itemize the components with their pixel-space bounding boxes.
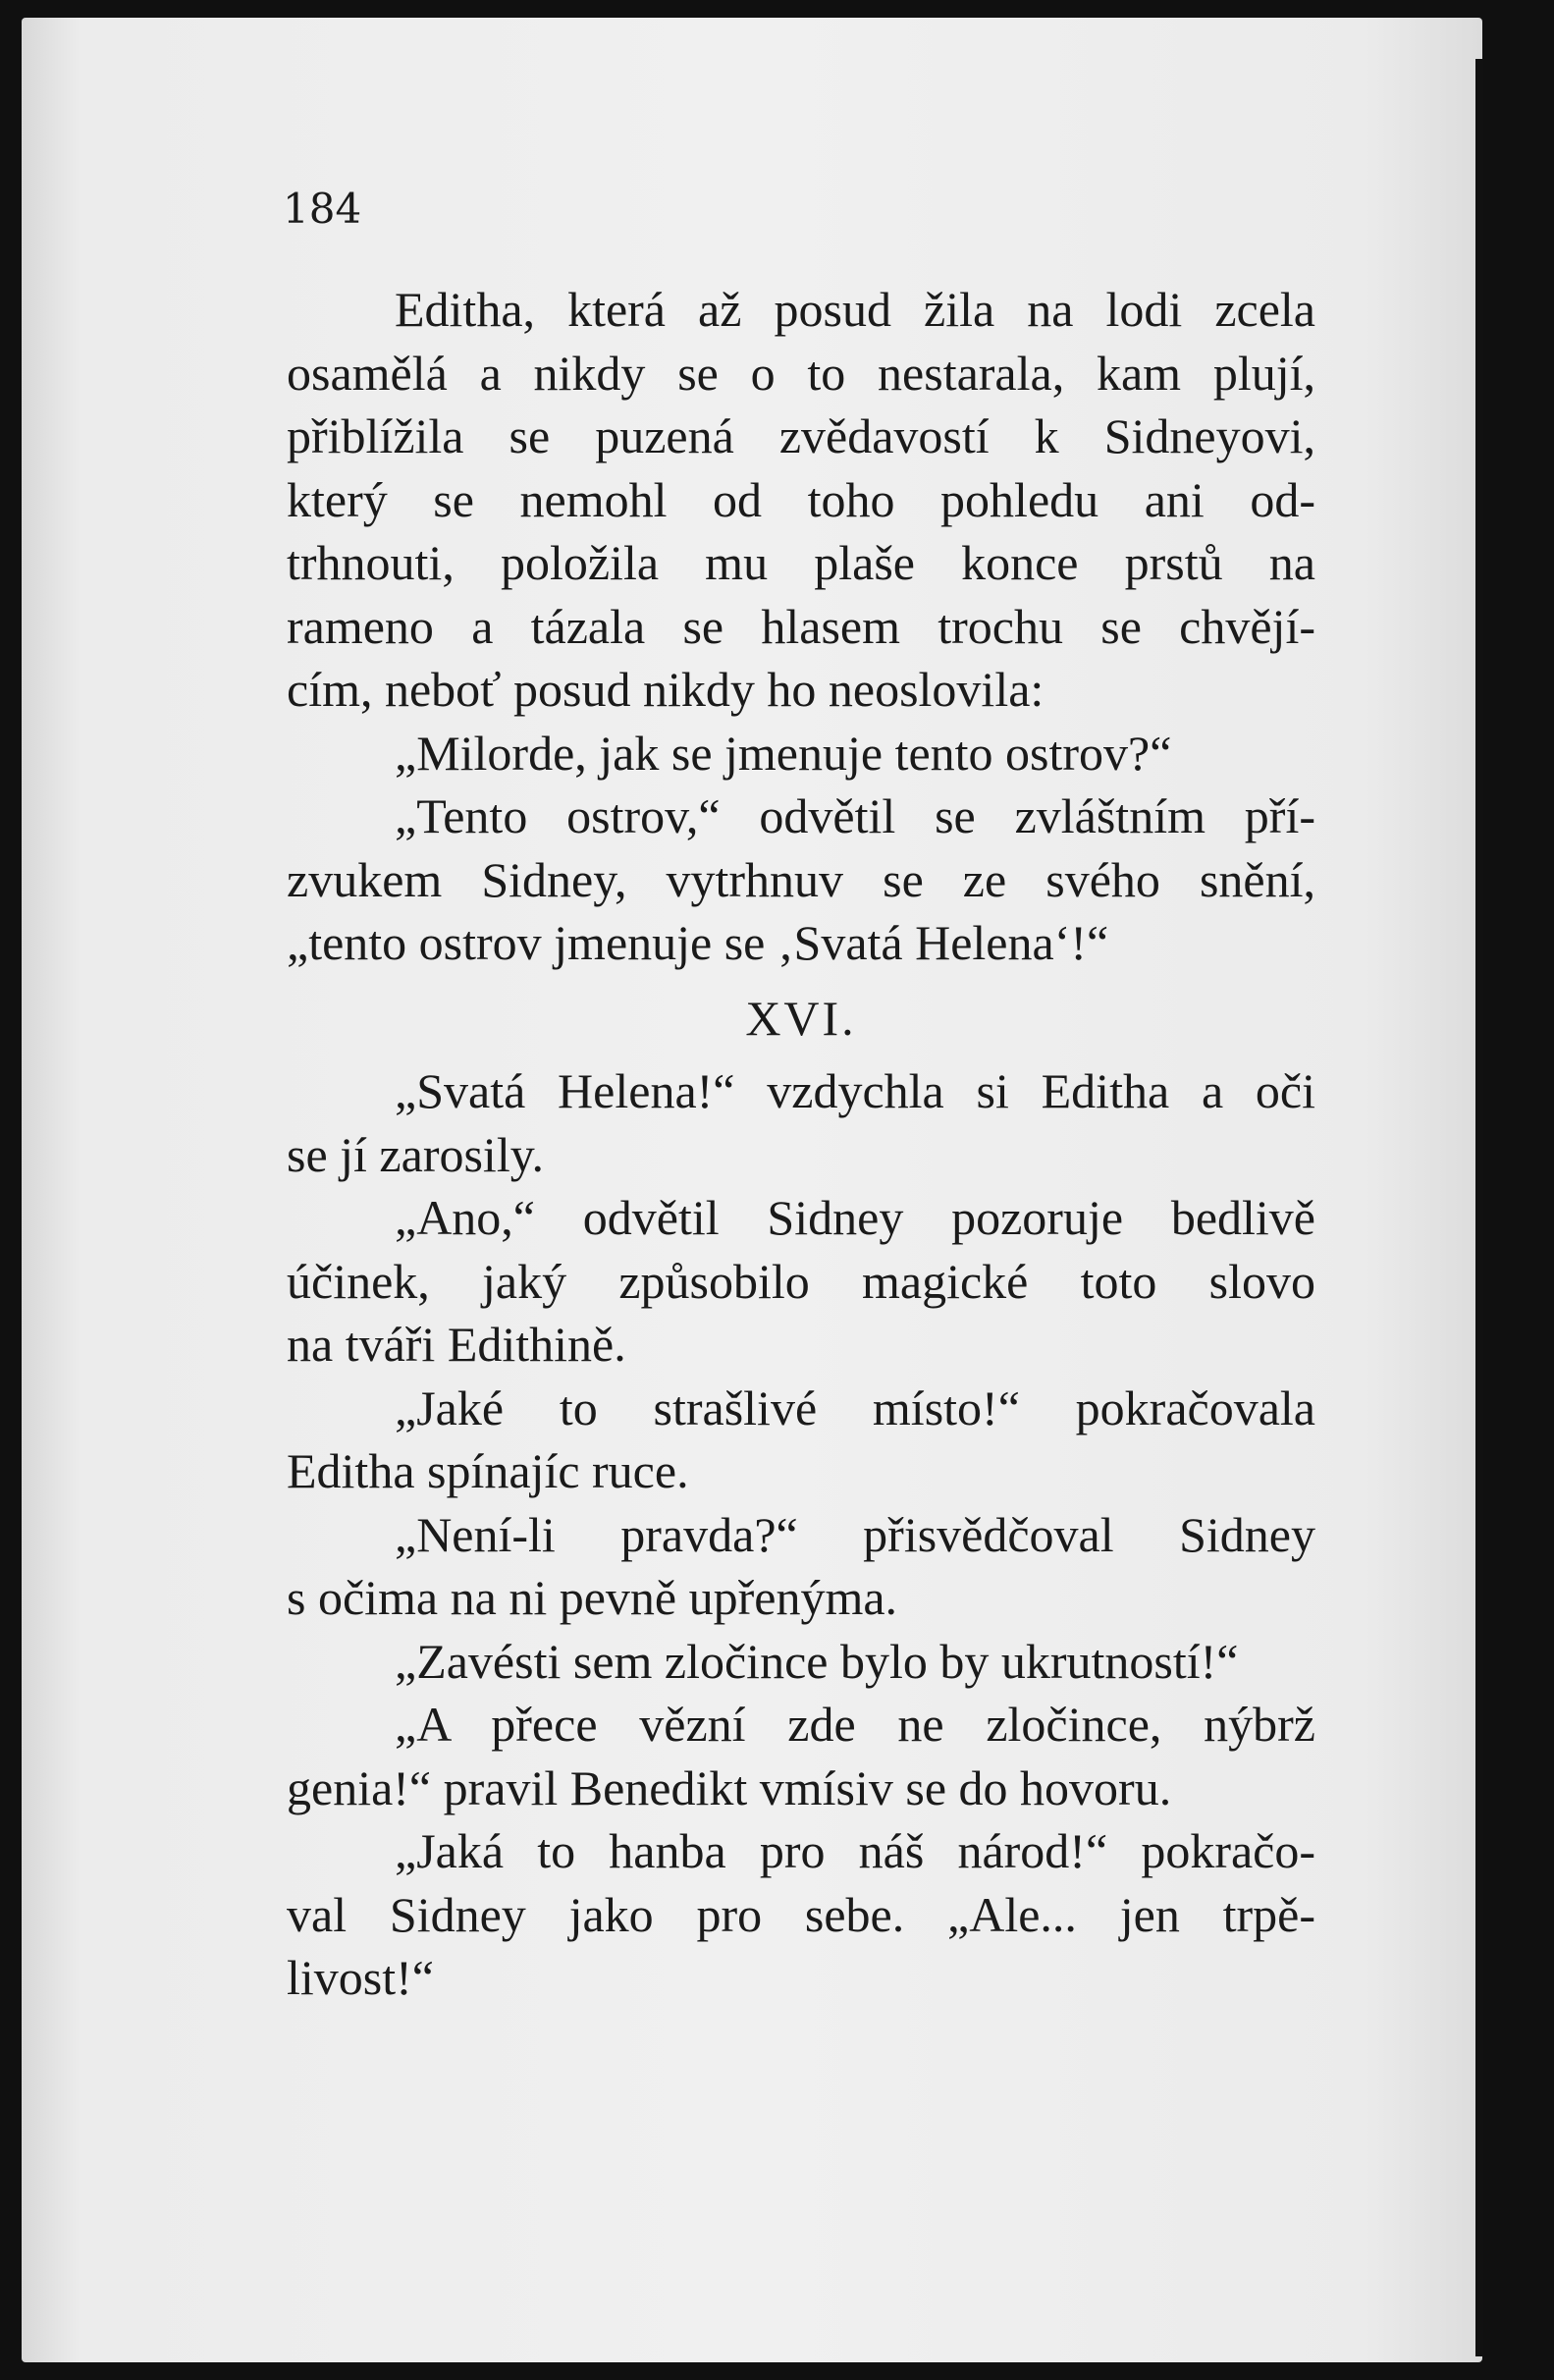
text-line: livost!“: [287, 1950, 434, 2005]
text-line: zvukem Sidney, vytrhnuv se ze svého snění,: [287, 851, 1315, 907]
text-line: „Jaká to hanba pro náš národ!“ pokračo-: [395, 1823, 1315, 1878]
text-line: Editha spínajíc ruce.: [287, 1443, 689, 1498]
page-number: 184: [283, 185, 362, 233]
text-line: „Tento ostrov,“ odvětil se zvláštním pří-: [395, 788, 1315, 843]
text-line: přiblížila se puzená zvědavostí k Sidneyovi,: [287, 408, 1315, 463]
text-line: se jí zarosily.: [287, 1126, 544, 1182]
text-line: „A přece vězní zde ne zločince, nýbrž: [395, 1697, 1315, 1752]
text-line: osamělá a nikdy se o to nestarala, kam plují,: [287, 345, 1315, 401]
binding-edge: [1475, 59, 1483, 2356]
text-line: s očima na ni pevně upřenýma.: [287, 1570, 898, 1625]
text-line: cím, neboť posud nikdy ho neoslovila:: [287, 662, 1045, 717]
text-line: trhnouti, položila mu plaše konce prstů na: [287, 535, 1315, 590]
text-line: rameno a tázala se hlasem trochu se chvějí-: [287, 598, 1315, 654]
paragraphs-before-heading: [287, 278, 1315, 975]
text-line: „Svatá Helena!“ vzdychla si Editha a oči: [395, 1063, 1315, 1118]
text-line: na tváři Edithině.: [287, 1317, 626, 1372]
text-line: účinek, jaký způsobilo magické toto slovo: [287, 1253, 1315, 1309]
text-line: genia!“ pravil Benedikt vmísiv se do hovoru.: [287, 1759, 1172, 1815]
text-line: který se nemohl od toho pohledu ani od-: [287, 471, 1315, 527]
text-line: „Milorde, jak se jmenuje tento ostrov?“: [395, 725, 1172, 781]
chapter-heading: XVI.: [745, 990, 857, 1046]
text-line: „Jaké to strašlivé místo!“ pokračovala: [395, 1379, 1315, 1435]
text-line: „tento ostrov jmenuje se ‚Svatá Helena‘!“: [287, 915, 1109, 970]
paragraphs-after-heading: [287, 1059, 1315, 2010]
text-line: val Sidney jako pro sebe. „Ale... jen trpě-: [287, 1886, 1315, 1942]
text-line: Editha, která až posud žila na lodi zcela: [395, 282, 1315, 337]
body-text: [287, 278, 1315, 2010]
text-line: „Ano,“ odvětil Sidney pozoruje bedlivě: [395, 1190, 1315, 1245]
text-line: „Zavésti sem zločince bylo by ukrutností!“: [395, 1633, 1239, 1689]
text-line: „Není-li pravda?“ přisvědčoval Sidney: [395, 1506, 1315, 1562]
